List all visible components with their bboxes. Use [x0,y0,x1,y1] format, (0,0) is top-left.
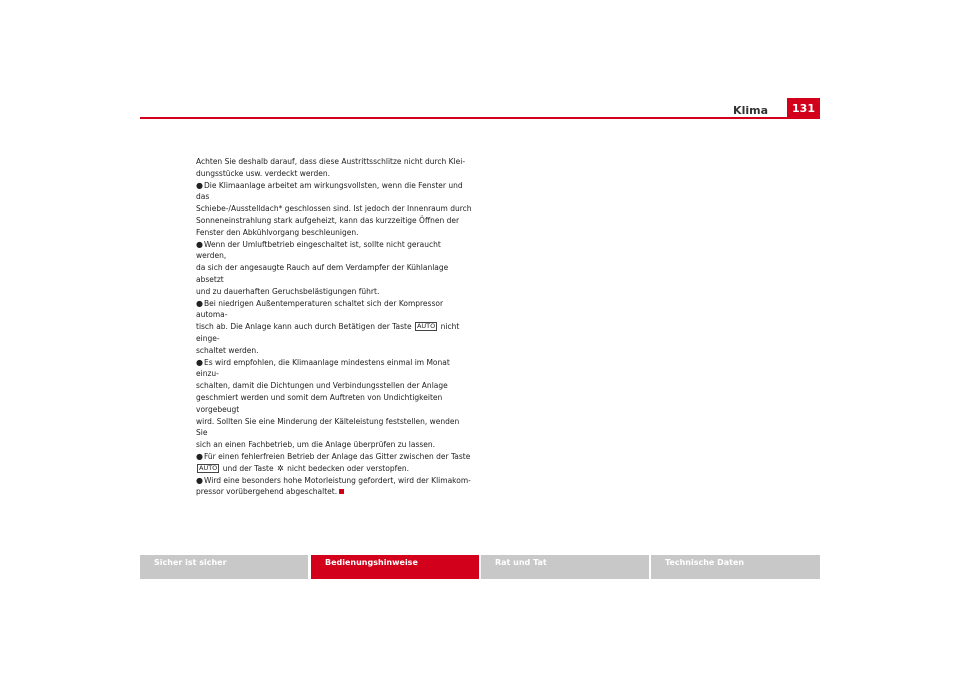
tab-rat-und-tat[interactable]: Rat und Tat [481,555,649,579]
section-end-mark [339,489,344,494]
header-rule [140,117,820,119]
bullet-icon: ● [196,180,203,190]
bullet-icon: ● [196,451,203,461]
footer-nav [140,555,820,579]
chapter-title: Klima [733,104,768,117]
auto-key-symbol: AUTO [416,322,436,331]
tab-sicher-ist-sicher[interactable]: Sicher ist sicher [140,555,308,579]
auto-key-symbol: AUTO [199,463,218,472]
bullet-paragraph: ●Es wird empfohlen, die Klimaanlage mindestens einmal im Monat einzu- schalten, damit die Dichtungen und Verbindungsstellen der Anlage geschmiert werden und somit dem Auftreten von Undichtigkeiten vorgebeugt wird. Sollten Sie eine Minderung der Kälteleistung feststellen, wenden Sie sich an einen Fachbetrieb, um die Anlage überprüfen zu lassen. [196,357,460,450]
tab-technische-daten[interactable]: Technische Daten [651,555,820,579]
bullet-paragraph: ●Wird eine besonders hohe Motorleistung gefordert, wird der Klimakom- pressor vorübergehend abgeschaltet. [196,475,471,497]
bullet-paragraph: ●Wenn der Umluftbetrieb eingeschaltet ist, sollte nicht geraucht werden, da sich der angesaugte Rauch auf dem Verdampfer der Kühlanlage absetzt und zu dauerhaften Geruchsbelästigungen führt. [196,239,449,296]
bullet-icon: ● [196,298,203,308]
tab-bedienungshinweise[interactable]: Bedienungshinweise [311,555,479,579]
fan-icon: ✲ [276,463,284,473]
bullet-paragraph: ●Die Klimaanlage arbeitet am wirkungsvollsten, wenn die Fenster und das Schiebe-/Ausstelldach* geschlossen sind. Ist jedoch der Innenraum durch Sonneneinstrahlung stark aufgeheizt, kann das kurzzeitige Öffnen der Fenster den Abkühlvorgang beschleunigen. [196,180,472,237]
bullet-icon: ● [196,475,203,485]
page-number: 131 [787,98,820,119]
bullet-icon: ● [196,239,203,249]
bullet-paragraph: ●Für einen fehlerfreien Betrieb der Anlage das Gitter zwischen der Taste AUTO und der Taste ✲ nicht bedecken oder verstopfen. [196,451,471,473]
bullet-icon: ● [196,357,203,367]
bullet-paragraph: ●Bei niedrigen Außentemperaturen schaltet sich der Kompressor automa- tisch ab. Die Anlage kann auch durch Betätigen der Taste AUTO nicht einge- schaltet werden. [196,298,460,355]
intro-paragraph: Achten Sie deshalb darauf, dass diese Austrittsschlitze nicht durch Klei- dungsstücke usw. verdeckt werden. [196,157,466,178]
body-text [196,156,472,498]
